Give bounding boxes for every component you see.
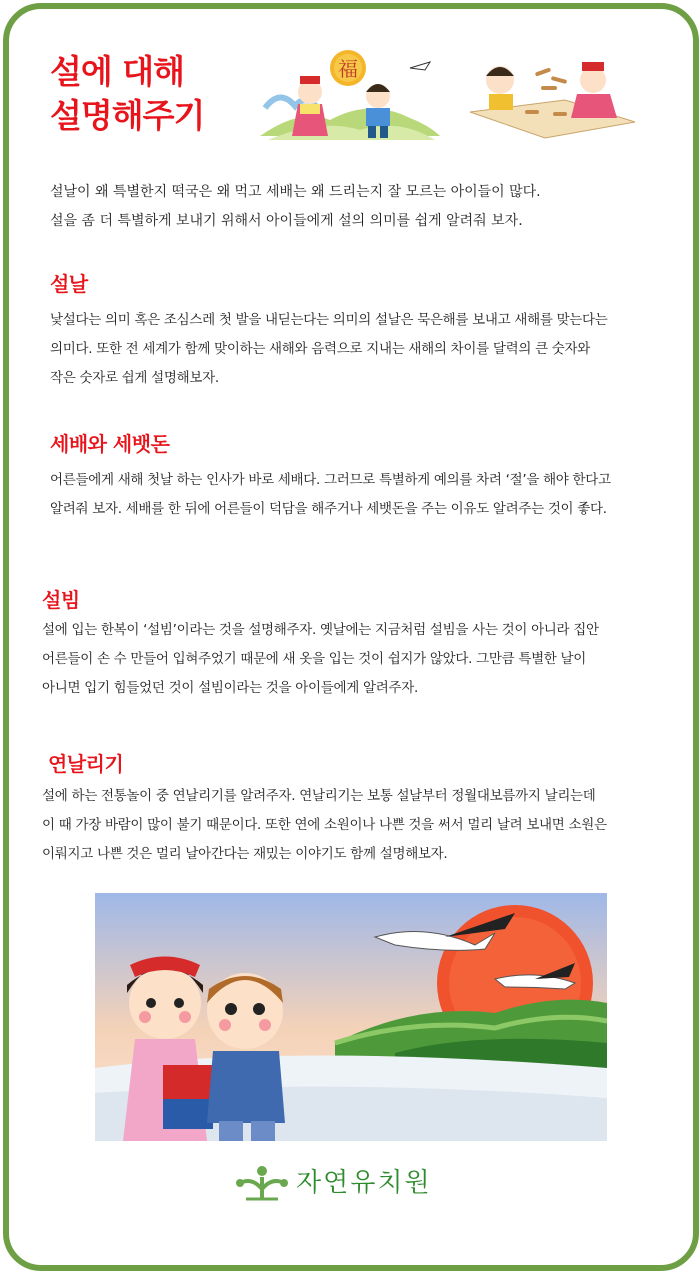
section-line: 어른들에게 새해 첫날 하는 인사가 바로 세배다. 그러므로 특별하게 예의를 차려 ‘절’을 해야 한다고 — [50, 472, 611, 488]
section-body-seollal — [50, 306, 608, 393]
kindergarten-logo-icon — [232, 1163, 292, 1203]
intro-paragraph — [50, 178, 650, 236]
section-line: 낯설다는 의미 혹은 조심스레 첫 발을 내딛는다는 의미의 설날은 묵은해를 보내고 새해를 맞는다는 — [50, 312, 608, 328]
section-heading-kite: 연날리기 — [48, 752, 124, 776]
fortune-char: 福 — [338, 57, 358, 81]
section-body-kite — [42, 782, 607, 869]
yut-play-illustration — [465, 52, 640, 140]
section-heading-sebae: 세배와 세뱃돈 — [50, 432, 170, 456]
brand-name: 자연유치원 — [296, 1168, 432, 1198]
new-year-scene-illustration — [95, 893, 607, 1141]
section-line: 어른들이 손 수 만들어 입혀주었기 때문에 새 옷을 입는 것이 쉽지가 않았다. 그만큼 특별한 날이 — [42, 651, 587, 667]
title-line-1: 설에 대해 — [50, 52, 185, 91]
intro-line-1: 설날이 왜 특별한지 떡국은 왜 먹고 세배는 왜 드리는지 잘 모르는 아이들이 많다. — [50, 184, 541, 200]
section-body-sebae — [50, 466, 611, 524]
section-line: 설에 하는 전통놀이 중 연날리기를 알려주자. 연날리기는 보통 설날부터 정월대보름까지 날리는데 — [42, 788, 596, 804]
intro-line-2: 설을 좀 더 특별하게 보내기 위해서 아이들에게 설의 의미를 쉽게 알려줘 보자. — [50, 213, 523, 229]
section-heading-seolbim: 설빔 — [42, 588, 80, 612]
section-body-seolbim — [42, 616, 599, 703]
section-line: 의미다. 또한 전 세계가 함께 맞이하는 새해와 음력으로 지내는 새해의 차이를 달력의 큰 숫자와 — [50, 341, 591, 357]
title-line-2: 설명해주기 — [50, 96, 205, 135]
section-line: 작은 숫자로 쉽게 설명해보자. — [50, 370, 219, 386]
section-heading-seollal: 설날 — [50, 272, 88, 296]
hanbok-kids-illustration — [260, 48, 440, 144]
section-line: 아니면 입기 힘들었던 것이 설빔이라는 것을 아이들에게 알려주자. — [42, 680, 418, 696]
section-line: 이 때 가장 바람이 많이 불기 때문이다. 또한 연에 소원이나 나쁜 것을 써서 멀리 날려 보내면 소원은 — [42, 817, 607, 833]
page-title — [50, 50, 204, 138]
section-line: 알려줘 보자. 세배를 한 뒤에 어른들이 덕담을 해주거나 세뱃돈을 주는 이유도 알려주는 것이 좋다. — [50, 501, 607, 517]
section-line: 이뤄지고 나쁜 것은 멀리 날아간다는 재밌는 이야기도 함께 설명해보자. — [42, 846, 448, 862]
section-line: 설에 입는 한복이 ‘설빔’이라는 것을 설명해주자. 옛날에는 지금처럼 설빔을 사는 것이 아니라 집안 — [42, 622, 599, 638]
